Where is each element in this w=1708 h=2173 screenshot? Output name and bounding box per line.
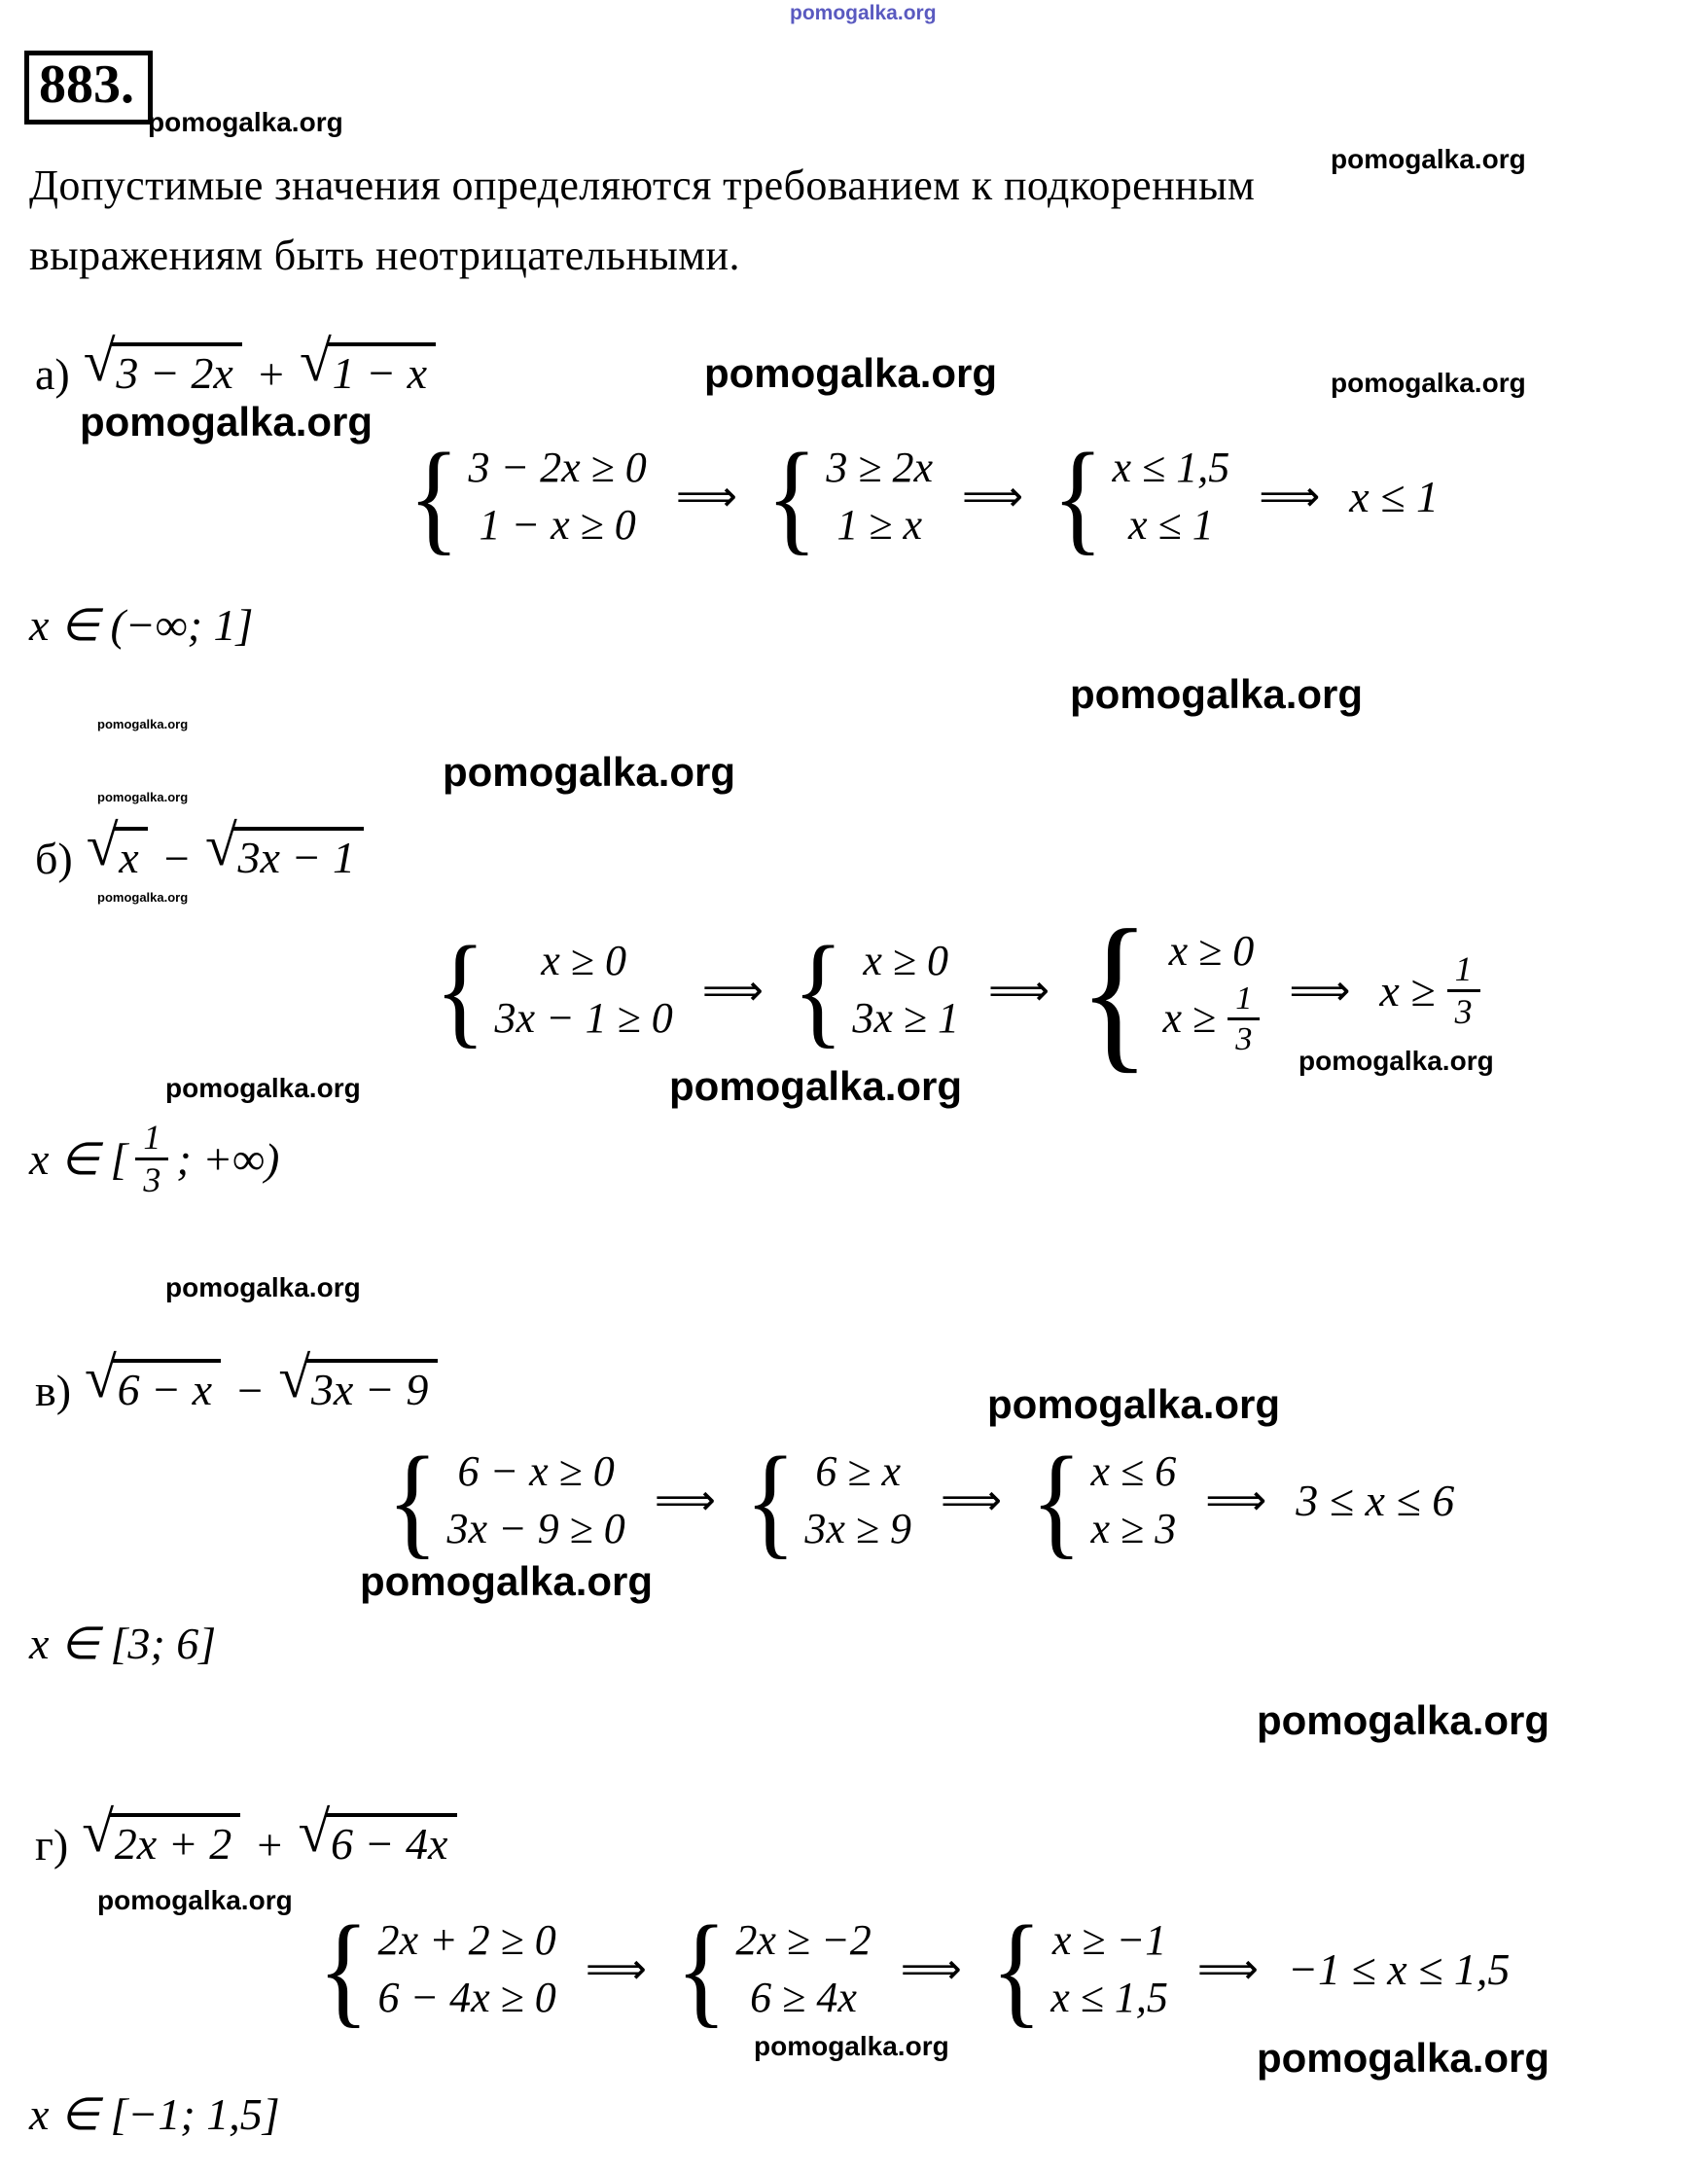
fraction-denominator: 3 — [143, 1159, 161, 1199]
system-line: 6 − 4x ≥ 0 — [377, 1973, 556, 2021]
implies-arrow: ⟹ — [1289, 965, 1351, 1015]
system — [990, 1900, 1168, 2039]
radical-sign: √ — [82, 1799, 115, 1865]
section-a-systems — [409, 427, 1439, 566]
intro-line: выражениям быть неотрицательными. — [29, 232, 740, 279]
watermark: pomogalka.org — [1257, 2035, 1550, 2081]
result: x ≥ $\frac{1}{3}$ — [1379, 950, 1479, 1030]
operator: − — [234, 1366, 266, 1415]
radical-sign: √ — [298, 1799, 331, 1865]
system-line: 3x ≥ 9 — [804, 1504, 912, 1552]
watermark: pomogalka.org — [80, 399, 374, 445]
watermark: pomogalka.org — [97, 1885, 293, 1915]
implies-arrow: ⟹ — [962, 472, 1024, 522]
watermark: pomogalka.org — [148, 107, 343, 137]
system-line: 2x + 2 ≥ 0 — [377, 1916, 556, 1964]
system-brace: { — [1079, 893, 1151, 1087]
system-brace: { — [765, 427, 818, 566]
radical-sign: √ — [204, 813, 237, 878]
sqrt-radical — [298, 1799, 456, 1871]
watermark: pomogalka.org — [1331, 144, 1526, 174]
system-line: 3x − 9 ≥ 0 — [446, 1504, 625, 1552]
section-label: в) — [35, 1366, 72, 1415]
system-brace: { — [409, 427, 460, 566]
watermark: pomogalka.org — [165, 1073, 361, 1103]
section-label: а) — [35, 349, 70, 399]
operator: + — [254, 1820, 285, 1870]
system — [409, 427, 647, 566]
sqrt-radical — [83, 329, 242, 401]
radicand: 3x − 1 — [232, 827, 364, 884]
system — [1079, 893, 1260, 1087]
radical-sign: √ — [86, 813, 119, 878]
radicand: 2x + 2 — [109, 1813, 240, 1870]
system-brace: { — [1052, 427, 1104, 566]
section-a-expression — [35, 331, 436, 401]
watermark: pomogalka.org — [1070, 671, 1364, 717]
system — [675, 1900, 872, 2039]
watermark: pomogalka.org — [790, 2, 937, 24]
system-line: x ≤ 1,5 — [1050, 1973, 1168, 2021]
problem-number-box — [24, 51, 153, 125]
implies-arrow: ⟹ — [900, 1944, 962, 1995]
section-g-expression — [35, 1801, 457, 1871]
domain-answer: x ∈ (−∞; 1] — [29, 600, 254, 650]
system-line: 3 − 2x ≥ 0 — [468, 444, 647, 491]
result: 3 ≤ x ≤ 6 — [1296, 1476, 1455, 1526]
watermark: pomogalka.org — [165, 1272, 361, 1302]
system-line: 6 ≥ x — [815, 1447, 902, 1495]
radical-sign: √ — [83, 329, 116, 394]
system-line: 6 ≥ 4x — [750, 1973, 857, 2021]
watermark: pomogalka.org — [1257, 1697, 1550, 1743]
implies-arrow: ⟹ — [654, 1476, 716, 1526]
section-g-systems — [318, 1900, 1511, 2039]
watermark: pomogalka.org — [97, 790, 189, 804]
system-brace: { — [387, 1431, 439, 1570]
implies-arrow: ⟹ — [941, 1476, 1003, 1526]
sqrt-radical — [82, 1799, 240, 1871]
problem-number: 883. — [39, 54, 134, 115]
system-line: x ≥ 0 — [863, 937, 949, 985]
system-line: x ≥ −1 — [1051, 1916, 1167, 1964]
system-line: 3x ≥ 1 — [852, 994, 960, 1042]
watermark: pomogalka.org — [987, 1381, 1281, 1427]
fraction — [1228, 980, 1260, 1057]
system — [765, 427, 934, 566]
system-line: 2x ≥ −2 — [735, 1916, 872, 1964]
watermark: pomogalka.org — [1331, 368, 1526, 398]
system-line: 1 − x ≥ 0 — [479, 500, 636, 549]
radicand: 6 − x — [112, 1359, 221, 1416]
watermark: pomogalka.org — [97, 890, 189, 905]
system-line: x ≥ 0 — [1168, 926, 1255, 975]
system-line: x ≤ 1,5 — [1112, 444, 1230, 491]
radical-sign: √ — [300, 329, 332, 394]
system-brace: { — [675, 1900, 728, 2039]
system-brace: { — [1031, 1431, 1083, 1570]
fraction-denominator: 3 — [1454, 991, 1473, 1031]
system-line: x ≥ 3 — [1090, 1504, 1177, 1552]
domain-answer: x ∈ [3; 6] — [29, 1619, 217, 1668]
system — [435, 920, 673, 1059]
system-brace: { — [435, 920, 486, 1059]
radicand: x — [114, 827, 148, 884]
system-line: 3 ≥ 2x — [826, 444, 934, 491]
implies-arrow: ⟹ — [1205, 1476, 1267, 1526]
sqrt-radical — [300, 329, 436, 401]
sqrt-radical — [85, 1345, 221, 1417]
radical-sign: √ — [85, 1345, 117, 1410]
system — [387, 1431, 625, 1570]
operator: − — [160, 834, 192, 883]
implies-arrow: ⟹ — [675, 472, 737, 522]
result: x ≤ 1 — [1349, 472, 1439, 522]
section-b-expression — [35, 815, 364, 885]
radicand: 3x − 9 — [305, 1359, 437, 1416]
fraction-numerator: 1 — [135, 1119, 168, 1160]
system — [318, 1900, 556, 2039]
radical-sign: √ — [278, 1345, 311, 1410]
system-line: 6 − x ≥ 0 — [457, 1447, 615, 1495]
result: −1 ≤ x ≤ 1,5 — [1287, 1944, 1511, 1995]
watermark: pomogalka.org — [704, 350, 998, 396]
system — [792, 920, 960, 1059]
fraction — [135, 1119, 168, 1198]
sqrt-radical — [204, 813, 364, 885]
domain-answer: x ∈ [−1; 1,5] — [29, 2089, 280, 2139]
radicand: 3 − 2x — [111, 342, 242, 400]
system-line: x ≤ 6 — [1090, 1447, 1177, 1495]
watermark: pomogalka.org — [754, 2031, 949, 2061]
implies-arrow: ⟹ — [1196, 1944, 1259, 1995]
system-brace: { — [792, 920, 844, 1059]
section-label: б) — [35, 834, 73, 883]
system — [1031, 1431, 1177, 1570]
fraction-numerator: 1 — [1228, 980, 1260, 1020]
sqrt-radical — [86, 813, 148, 885]
system — [1052, 427, 1230, 566]
radicand: 1 − x — [327, 342, 436, 400]
implies-arrow: ⟹ — [585, 1944, 647, 1995]
watermark: pomogalka.org — [443, 749, 736, 795]
system-brace: { — [318, 1900, 370, 2039]
watermark: pomogalka.org — [1299, 1046, 1494, 1076]
watermark: pomogalka.org — [97, 717, 189, 731]
radicand: 6 − 4x — [326, 1813, 457, 1870]
system-line: x ≥ 0 — [541, 937, 626, 985]
implies-arrow: ⟹ — [988, 965, 1050, 1015]
system-brace: { — [744, 1431, 797, 1570]
system-line: x ≥ $\frac{1}{3}$ — [1163, 980, 1261, 1057]
system-line: x ≤ 1 — [1128, 500, 1214, 549]
watermark: pomogalka.org — [360, 1558, 654, 1604]
implies-arrow: ⟹ — [1259, 472, 1321, 522]
fraction-denominator: 3 — [1235, 1019, 1253, 1057]
system — [744, 1431, 912, 1570]
section-v-systems — [387, 1431, 1455, 1570]
operator: + — [255, 349, 287, 399]
section-v-expression — [35, 1347, 438, 1417]
domain-answer: x ∈ [ $\frac{1}{3}$ ; +∞) — [29, 1118, 280, 1199]
system-line: 3x − 1 ≥ 0 — [494, 994, 673, 1042]
fraction-numerator: 1 — [1447, 950, 1480, 992]
intro-line: Допустимые значения определяются требованием к подкоренным — [29, 161, 1256, 209]
section-label: г) — [35, 1820, 69, 1870]
implies-arrow: ⟹ — [701, 965, 764, 1015]
watermark: pomogalka.org — [669, 1063, 963, 1109]
fraction — [1447, 950, 1480, 1030]
system-line: 1 ≥ x — [836, 500, 923, 549]
system-brace: { — [990, 1900, 1043, 2039]
sqrt-radical — [278, 1345, 437, 1417]
